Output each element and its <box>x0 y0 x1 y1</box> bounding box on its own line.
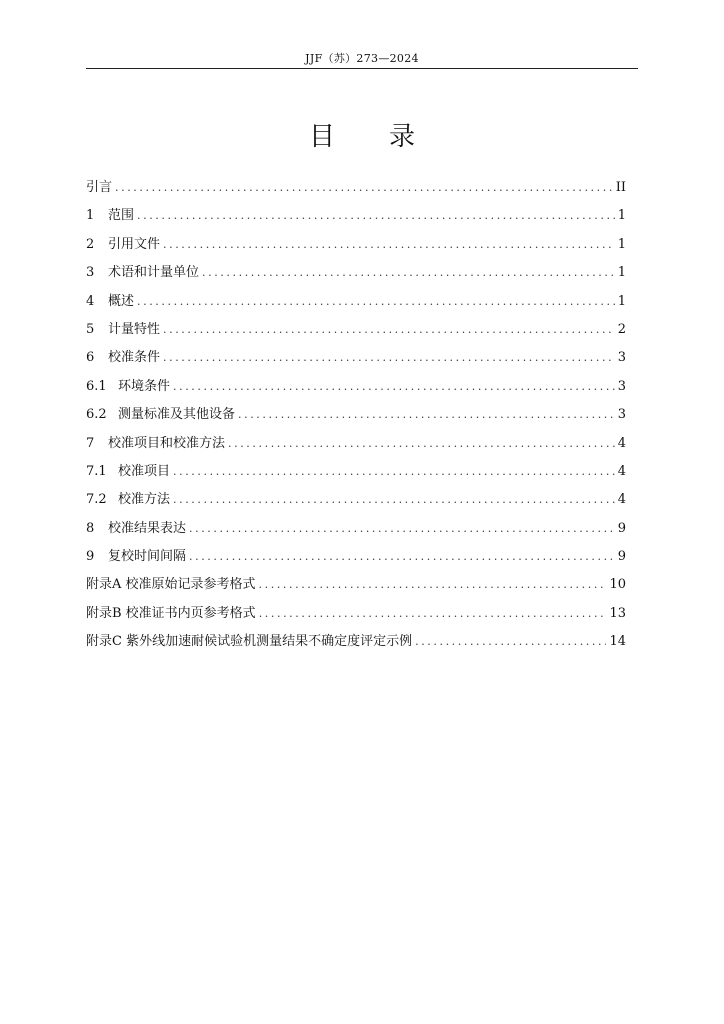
toc-entry-page-number: II <box>615 180 626 195</box>
toc-dot-leader <box>415 635 606 648</box>
toc-entry-title: 复校时间间隔 <box>108 549 187 565</box>
toc-entry-number: 8 <box>86 520 95 536</box>
toc-entry-page-number: 1 <box>617 236 626 252</box>
toc-list <box>86 176 626 659</box>
toc-entry-title: 校准项目 <box>118 463 171 479</box>
toc-entry-number: 4 <box>86 293 95 309</box>
toc-entry[interactable] <box>86 545 626 573</box>
toc-entry[interactable] <box>86 573 626 601</box>
toc-dot-leader <box>163 238 615 251</box>
toc-dot-leader <box>173 380 615 393</box>
toc-entry-title: 校准项目和校准方法 <box>108 435 226 451</box>
toc-entry-title: 附录B 校准证书内页参考格式 <box>86 605 256 621</box>
toc-entry[interactable] <box>86 517 626 545</box>
toc-entry[interactable] <box>86 204 626 232</box>
toc-entry-number: 7 <box>86 435 95 451</box>
toc-entry[interactable] <box>86 233 626 261</box>
toc-entry-number: 9 <box>86 549 95 565</box>
toc-entry-number: 6 <box>86 350 95 366</box>
toc-entry-page-number: 13 <box>609 605 626 621</box>
toc-entry-title: 引用文件 <box>108 236 161 252</box>
toc-entry-title: 测量标准及其他设备 <box>118 407 236 423</box>
toc-entry-number: 6.1 <box>86 378 107 394</box>
toc-entry-page-number: 4 <box>617 435 626 451</box>
toc-entry-title: 环境条件 <box>118 378 171 394</box>
toc-entry-title: 范围 <box>108 208 135 224</box>
toc-entry-page-number: 9 <box>617 549 626 565</box>
toc-dot-leader <box>173 493 615 506</box>
toc-dot-leader <box>173 465 615 478</box>
toc-entry-page-number: 1 <box>617 293 626 309</box>
toc-dot-leader <box>137 295 615 308</box>
toc-entry-title: 附录A 校准原始记录参考格式 <box>86 577 256 593</box>
toc-entry[interactable] <box>86 460 626 488</box>
toc-entry[interactable] <box>86 261 626 289</box>
toc-entry[interactable] <box>86 403 626 431</box>
toc-title-char: 录 <box>389 122 416 152</box>
toc-title <box>86 116 638 153</box>
toc-entry-number: 7.1 <box>86 463 107 479</box>
toc-entry[interactable] <box>86 375 626 403</box>
toc-entry[interactable] <box>86 602 626 630</box>
toc-entry-title: 校准结果表达 <box>108 520 187 536</box>
toc-dot-leader <box>259 607 607 620</box>
toc-entry-title: 术语和计量单位 <box>108 265 200 281</box>
toc-dot-leader <box>163 323 615 336</box>
toc-entry[interactable] <box>86 346 626 374</box>
toc-entry-number: 5 <box>86 321 95 337</box>
toc-dot-leader <box>189 522 615 535</box>
toc-entry[interactable] <box>86 432 626 460</box>
toc-dot-leader <box>238 408 615 421</box>
toc-dot-leader <box>163 351 615 364</box>
toc-entry-title: 引言 <box>86 180 113 195</box>
toc-entry-page-number: 10 <box>609 577 626 593</box>
toc-entry[interactable] <box>86 488 626 516</box>
toc-entry-page-number: 3 <box>617 350 626 366</box>
toc-entry-page-number: 14 <box>609 634 626 650</box>
toc-entry-number: 2 <box>86 236 95 252</box>
toc-entry-number: 1 <box>86 208 95 224</box>
toc-entry[interactable] <box>86 290 626 318</box>
toc-title-char: 目 <box>308 122 335 152</box>
toc-entry-page-number: 9 <box>617 520 626 536</box>
toc-dot-leader <box>228 437 615 450</box>
toc-dot-leader <box>202 266 615 279</box>
toc-entry-page-number: 2 <box>617 321 626 337</box>
toc-entry-page-number: 1 <box>617 265 626 281</box>
toc-entry-number: 7.2 <box>86 492 107 508</box>
toc-entry-title: 校准方法 <box>118 492 171 508</box>
toc-entry[interactable] <box>86 318 626 346</box>
toc-entry-number: 6.2 <box>86 407 107 423</box>
toc-entry-page-number: 1 <box>617 208 626 224</box>
toc-entry-number: 3 <box>86 265 95 281</box>
toc-entry[interactable] <box>86 176 626 204</box>
toc-dot-leader <box>259 578 607 591</box>
toc-entry-title: 校准条件 <box>108 350 161 366</box>
toc-dot-leader <box>137 209 615 222</box>
toc-entry[interactable] <box>86 630 626 658</box>
toc-entry-page-number: 3 <box>617 407 626 423</box>
toc-dot-leader <box>189 550 615 563</box>
toc-entry-page-number: 4 <box>617 492 626 508</box>
toc-entry-page-number: 4 <box>617 463 626 479</box>
toc-entry-title: 概述 <box>108 293 135 309</box>
running-header: JJF（苏）273—2024 <box>305 52 419 65</box>
toc-entry-title: 计量特性 <box>108 321 161 337</box>
toc-dot-leader <box>115 181 613 194</box>
header-rule <box>86 68 638 69</box>
toc-entry-page-number: 3 <box>617 378 626 394</box>
toc-entry-title: 附录C 紫外线加速耐候试验机测量结果不确定度评定示例 <box>86 634 413 650</box>
